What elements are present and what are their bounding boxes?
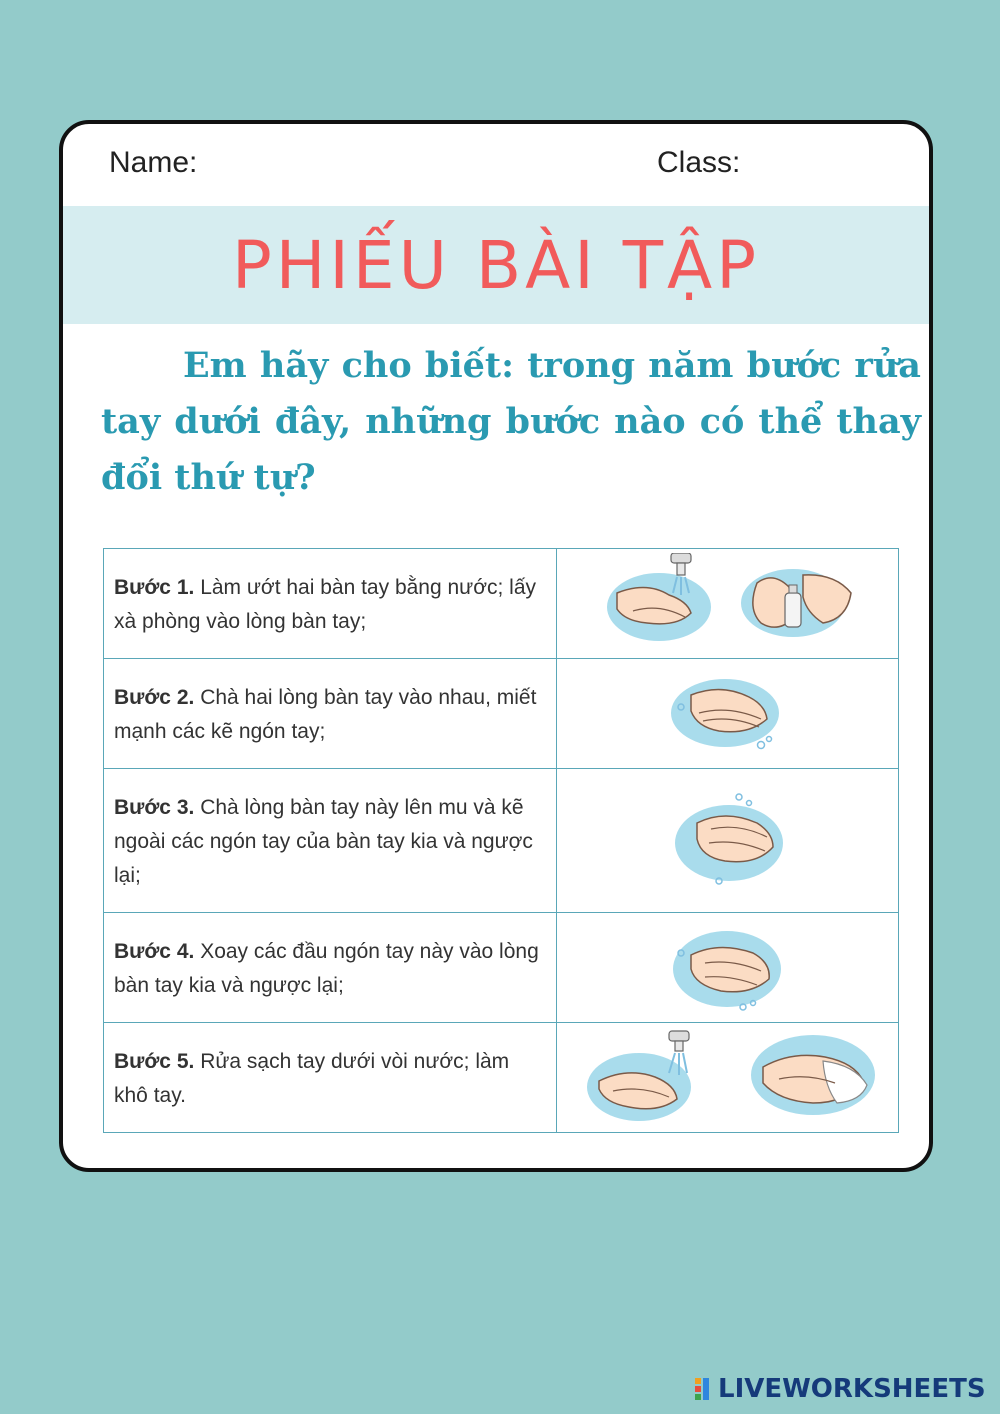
step-text: Chà lòng bàn tay này lên mu và kẽ ngoài các ngón tay của bàn tay kia và ngược lại; bbox=[114, 796, 533, 887]
step-text-cell bbox=[104, 913, 557, 1023]
title-band bbox=[63, 206, 929, 324]
table-row bbox=[104, 1023, 899, 1133]
rub-palms-icon bbox=[669, 669, 789, 759]
table-row bbox=[104, 769, 899, 913]
step-illustration-cell bbox=[557, 549, 899, 659]
step-text-cell bbox=[104, 549, 557, 659]
liveworksheets-logo-icon bbox=[695, 1376, 715, 1402]
rinse-and-dry-hands-icon bbox=[585, 1027, 885, 1131]
step-text-cell bbox=[104, 659, 557, 769]
name-label: Name: bbox=[109, 146, 198, 179]
step-illustration-cell bbox=[557, 769, 899, 913]
worksheet-title: PHIẾU BÀI TẬP bbox=[231, 226, 761, 304]
liveworksheets-brand bbox=[695, 1374, 986, 1404]
brand-text: LIVEWORKSHEETS bbox=[718, 1374, 986, 1404]
step-illustration-cell bbox=[557, 659, 899, 769]
step-illustration-cell bbox=[557, 913, 899, 1023]
step-text: Rửa sạch tay dưới vòi nước; làm khô tay. bbox=[114, 1050, 510, 1107]
step-illustration-cell bbox=[557, 1023, 899, 1133]
step-text: Làm ướt hai bàn tay bằng nước; lấy xà phòng vào lòng bàn tay; bbox=[114, 576, 537, 633]
step-label: Bước 2. bbox=[114, 686, 195, 709]
table-row bbox=[104, 913, 899, 1023]
step-text: Chà hai lòng bàn tay vào nhau, miết mạnh các kẽ ngón tay; bbox=[114, 686, 537, 743]
step-label: Bước 3. bbox=[114, 796, 195, 819]
rotate-fingertips-icon bbox=[671, 919, 791, 1017]
step-label: Bước 4. bbox=[114, 940, 195, 963]
step-label: Bước 5. bbox=[114, 1050, 195, 1073]
rub-back-of-hand-icon bbox=[673, 789, 793, 893]
steps-table bbox=[103, 548, 899, 1133]
question-text: Em hãy cho biết: trong năm bước rửa tay dưới đây, những bước nào có thể thay đổi thứ tự? bbox=[101, 345, 921, 498]
worksheet-card bbox=[59, 120, 933, 1172]
class-label: Class: bbox=[657, 146, 741, 179]
step-text-cell bbox=[104, 1023, 557, 1133]
step-text-cell bbox=[104, 769, 557, 913]
table-row bbox=[104, 549, 899, 659]
step-label: Bước 1. bbox=[114, 576, 195, 599]
step-text: Xoay các đầu ngón tay này vào lòng bàn tay kia và ngược lại; bbox=[114, 940, 539, 997]
wet-hands-and-soap-icon bbox=[607, 553, 867, 653]
table-row bbox=[104, 659, 899, 769]
